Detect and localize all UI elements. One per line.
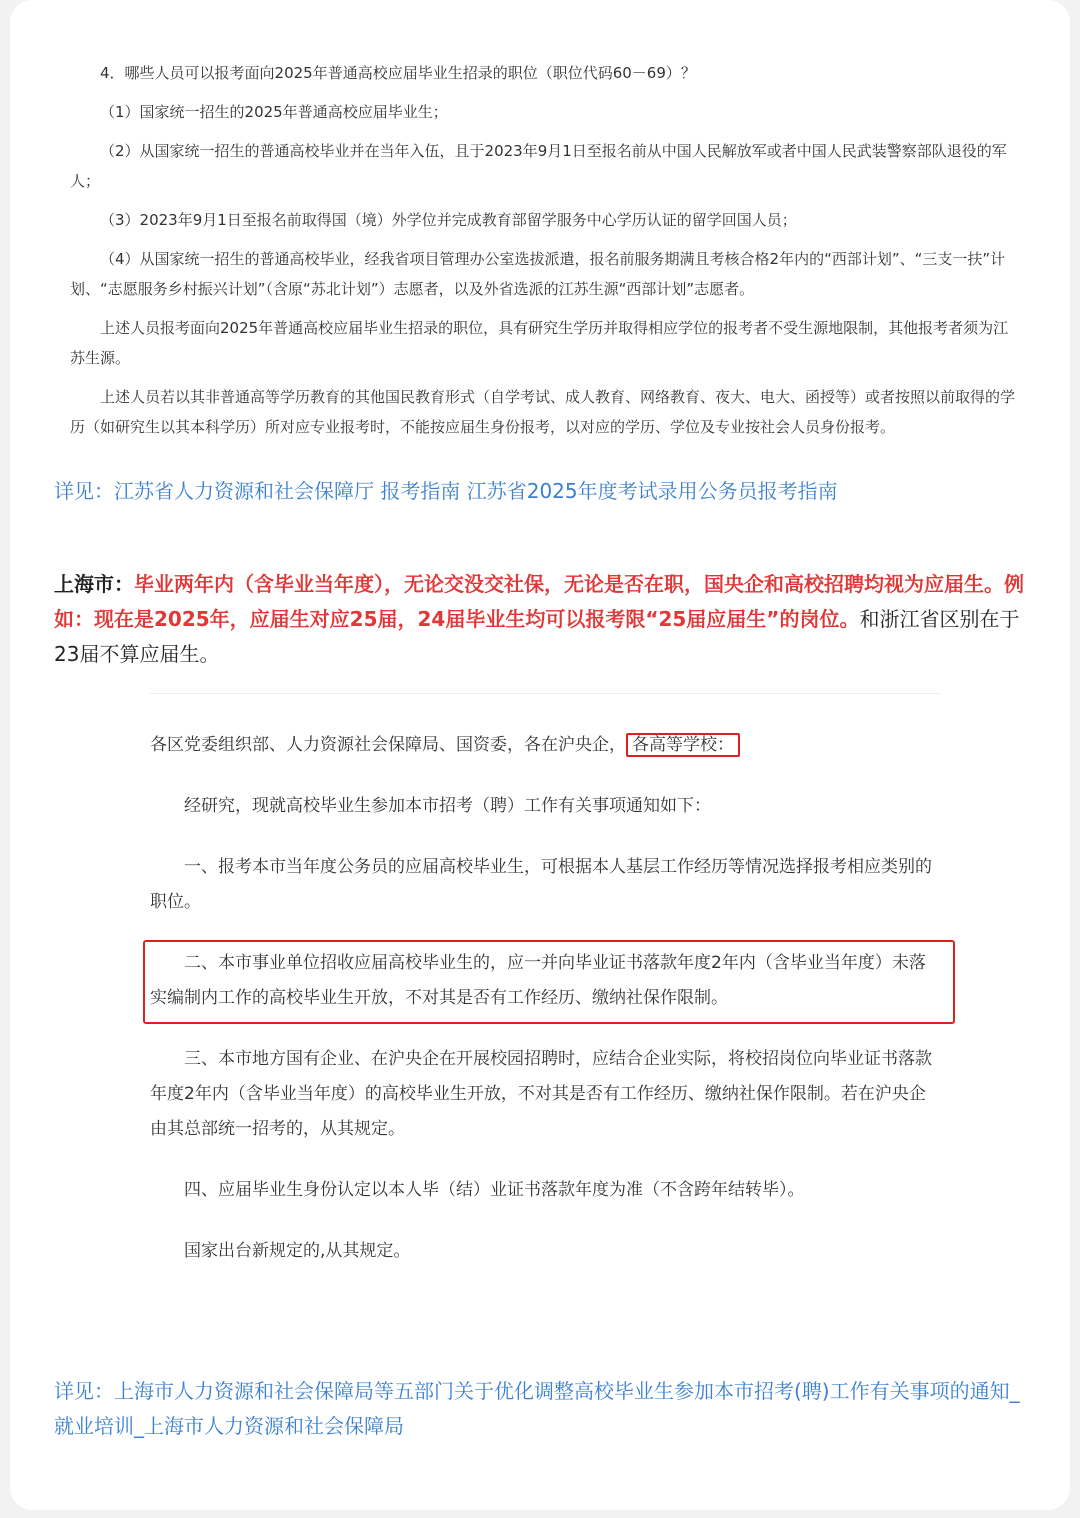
shanghai-paragraph-2: 二、本市事业单位招收应届高校毕业生的，应一并向毕业证书落款年度2年内（含毕业当年度）未落实编制内工作的高校毕业生开放，不对其是否有工作经历、缴纳社保作限制。 bbox=[150, 953, 926, 1008]
jiangsu-note-1: 上述人员报考面向2025年普通高校应届毕业生招录的职位，具有研究生学历并取得相应学位的报考者不受生源地限制，其他报考者须为江苏生源。 bbox=[70, 319, 1009, 367]
shanghai-summary bbox=[54, 567, 1039, 672]
jiangsu-question-title: 4．哪些人员可以报考面向2025年普通高校应届毕业生招录的职位（职位代码60－69）？ bbox=[100, 64, 696, 82]
jiangsu-note-2: 上述人员若以其非普通高等学历教育的其他国民教育形式（自学考试、成人教育、网络教育、夜大、电大、函授等）或者按照以前取得的学历（如研究生以其本科学历）所对应专业报考时，不能按应届生身份报考，以对应的学历、学位及专业按社会人员身份报考。 bbox=[70, 388, 1016, 436]
shanghai-see-label: 详见： bbox=[54, 1379, 114, 1403]
shanghai-salutation-prefix: 各区党委组织部、人力资源社会保障局、国资委，各在沪央企， bbox=[150, 735, 626, 755]
shanghai-paragraph-5: 国家出台新规定的,从其规定。 bbox=[184, 1241, 411, 1261]
paragraph-2-highlight-box bbox=[143, 940, 955, 1024]
shanghai-salutation bbox=[150, 728, 940, 763]
shanghai-normal-text: 和浙江省区别在于23届不算应届生。 bbox=[54, 607, 1020, 666]
shanghai-source-line bbox=[54, 1374, 1039, 1444]
jiangsu-see-label: 详见： bbox=[54, 479, 114, 503]
jiangsu-item-2: （2）从国家统一招生的普通高校毕业并在当年入伍，且于2023年9月1日至报名前从中国人民解放军或者中国人民武装警察部队退役的军人； bbox=[70, 142, 1007, 190]
shanghai-paragraph-3: 三、本市地方国有企业、在沪央企在开展校园招聘时，应结合企业实际，将校招岗位向毕业证书落款年度2年内（含毕业当年度）的高校毕业生开放，不对其是否有工作经历、缴纳社保作限制。若在沪央企由其总部统一招考的，从其规定。 bbox=[150, 1049, 932, 1139]
shanghai-intro: 经研究，现就高校毕业生参加本市招考（聘）工作有关事项通知如下： bbox=[184, 796, 711, 816]
jiangsu-item-1: （1）国家统一招生的2025年普通高校应届毕业生； bbox=[100, 103, 448, 121]
shanghai-city-label: 上海市： bbox=[54, 572, 134, 596]
article-card bbox=[10, 0, 1070, 1510]
jiangsu-document-excerpt bbox=[70, 58, 1020, 451]
shanghai-highlight-text: 毕业两年内（含毕业当年度），无论交没交社保，无论是否在职，国央企和高校招聘均视为应届生。例如：现在是2025年，应届生对应25届，24届毕业生均可以报考限“25届应届生”的岗位。 bbox=[54, 572, 1024, 631]
shanghai-paragraph-1: 一、报考本市当年度公务员的应届高校毕业生，可根据本人基层工作经历等情况选择报考相应类别的职位。 bbox=[150, 857, 932, 912]
jiangsu-item-3: （3）2023年9月1日至报名前取得国（境）外学位并完成教育部留学服务中心学历认证的留学回国人员； bbox=[100, 211, 797, 229]
shanghai-source-link[interactable]: 上海市人力资源和社会保障局等五部门关于优化调整高校毕业生参加本市招考(聘)工作有关事项的通知_就业培训_上海市人力资源和社会保障局 bbox=[54, 1379, 1020, 1438]
jiangsu-source-line bbox=[54, 474, 1039, 509]
jiangsu-source-link[interactable]: 江苏省人力资源和社会保障厅 报考指南 江苏省2025年度考试录用公务员报考指南 bbox=[114, 479, 838, 503]
shanghai-salutation-highlight-box: 各高等学校： bbox=[626, 733, 740, 757]
jiangsu-item-4: （4）从国家统一招生的普通高校毕业，经我省项目管理办公室选拔派遣，报名前服务期满且考核合格2年内的“西部计划”、“三支一扶”计划、“志愿服务乡村振兴计划”（含原“苏北计划”）志愿者，以及外省选派的江苏生源“西部计划”志愿者。 bbox=[70, 250, 1006, 298]
divider bbox=[150, 693, 940, 694]
shanghai-paragraph-4: 四、应届毕业生身份认定以本人毕（结）业证书落款年度为准（不含跨年结转毕）。 bbox=[184, 1180, 805, 1200]
